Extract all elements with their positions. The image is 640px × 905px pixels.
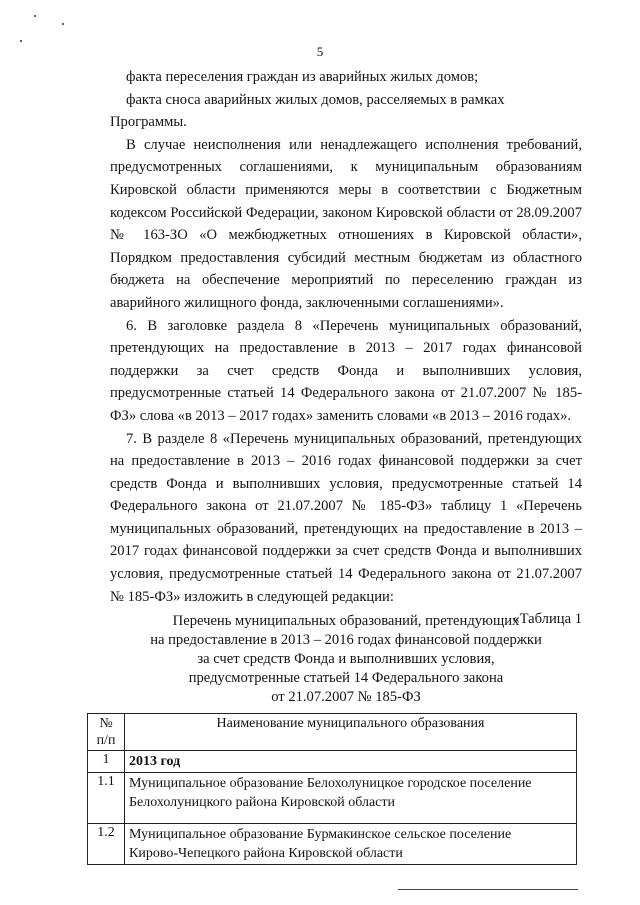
footer-rule	[398, 889, 578, 890]
row-number: 1	[88, 751, 125, 773]
row-year: 2013 год	[125, 751, 577, 773]
paragraph: факта переселения граждан из аварийных жилых домов;	[126, 69, 479, 85]
header-number-abbrev: п/п	[96, 733, 116, 748]
caption-line: предусмотренные статьей 14 Федерального закона	[188, 670, 504, 686]
table-caption	[110, 612, 582, 707]
row-name-line: Муниципальное образование Бурмакинское сельское поселение	[129, 827, 512, 842]
table-row	[88, 824, 577, 865]
caption-line: на предоставление в 2013 – 2016 годах финансовой поддержки	[150, 632, 542, 648]
row-name	[125, 773, 577, 824]
table-row	[88, 751, 577, 773]
header-number-sign: №	[99, 716, 113, 731]
caption-line: от 21.07.2007 № 185-ФЗ	[271, 689, 421, 705]
paragraph: 6. В заголовке раздела 8 «Перечень муниципальных образований, претендующих на предоставление в 2013 – 2017 годах финансовой поддержки за счет средств Фонда и выполнивших условия, предусмотренные статьей 14 Федерального закона от 21.07.2007 № 185-ФЗ» слова «в 2013 – 2017 годах» заменить словами «в 2013 – 2016 годах».	[110, 317, 582, 424]
row-number: 1.1	[88, 773, 125, 824]
paragraph: В случае неисполнения или ненадлежащего исполнения требований, предусмотренных соглашениями, к муниципальным образованиям Кировской области применяются меры в соответствии с Бюджетным кодексом Российской Федерации, законом Кировской области от 28.09.2007 № 163-ЗО «О межбюджетных отношениях в Кировской области», Порядком предоставления субсидий местным бюджетам из областного бюджета на обеспечение мероприятий по переселению граждан из аварийного жилищного фонда, заключенными соглашениями».	[110, 136, 582, 311]
row-number: 1.2	[88, 824, 125, 865]
paragraph: факта сноса аварийных жилых домов, расселяемых в рамках Программы.	[110, 91, 505, 131]
scan-speck	[34, 15, 36, 17]
caption-line: за счет средств Фонда и выполнивших условия,	[197, 651, 495, 667]
table-label: «Таблица 1	[512, 611, 582, 628]
page-number: 5	[316, 44, 324, 59]
row-name	[125, 824, 577, 865]
body-text	[110, 66, 582, 631]
municipalities-table	[87, 713, 577, 865]
row-name-line: Кирово-Чепецкого района Кировской области	[129, 846, 403, 861]
scan-speck	[62, 23, 64, 25]
table-row	[88, 773, 577, 824]
caption-line: Перечень муниципальных образований, претендующих	[172, 613, 520, 629]
row-name-line: Муниципальное образование Белохолуницкое городское поселение	[129, 776, 532, 791]
paragraph: 7. В разделе 8 «Перечень муниципальных образований, претендующих на предоставление в 2013 – 2016 годах финансовой поддержки за счет средств Фонда и выполнивших условия, предусмотренные статьей 14 Федерального закона от 21.07.2007 № 185-ФЗ» таблицу 1 «Перечень муниципальных образований, претендующих на предоставление в 2013 – 2017 годах финансовой поддержки за счет средств Фонда и выполнивших условия, предусмотренные статьей 14 Федерального закона от 21.07.2007 № 185-ФЗ» изложить в следующей редакции:	[110, 430, 582, 605]
scan-speck	[20, 40, 22, 42]
table-header-row	[88, 714, 577, 751]
row-name-line: Белохолуницкого района Кировской области	[129, 795, 395, 810]
header-number	[88, 714, 125, 751]
header-name: Наименование муниципального образования	[125, 714, 577, 751]
